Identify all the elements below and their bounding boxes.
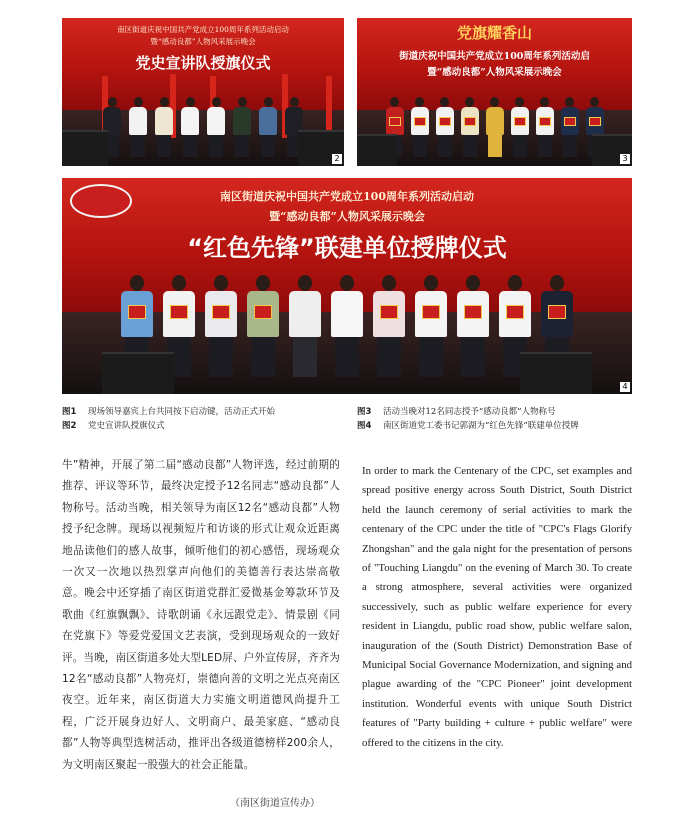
people-on-stage	[357, 97, 632, 157]
person	[181, 97, 199, 157]
captions-left	[62, 405, 352, 433]
person	[129, 97, 147, 157]
banner-subtitle-2: 暨“感动良都”人物风采展示晚会	[269, 210, 425, 223]
person	[259, 97, 277, 157]
caption-2	[62, 419, 352, 433]
caption-text: 活动当晚对12名同志授予“感动良都”人物称号	[383, 407, 556, 417]
person	[511, 97, 529, 157]
banner-title: “红色先锋”联建单位授牌仪式	[187, 234, 507, 262]
banner-top-title: 党旗耀香山	[456, 24, 532, 42]
person	[561, 97, 579, 157]
person	[411, 97, 429, 157]
caption-label: 图2	[62, 421, 77, 431]
person	[233, 97, 251, 157]
photo-2-flag-ceremony	[62, 18, 344, 166]
caption-3	[357, 405, 647, 419]
person	[373, 275, 405, 377]
caption-label: 图4	[357, 421, 372, 431]
photo-number: 2	[332, 154, 342, 164]
person	[415, 275, 447, 377]
photo-number: 4	[620, 382, 630, 392]
person	[207, 97, 225, 157]
banner-subtitle: 街道庆祝中国共产党成立100周年系列活动启	[399, 51, 590, 62]
stage-speaker	[62, 130, 108, 166]
caption-4	[357, 419, 647, 433]
caption-label: 图1	[62, 407, 77, 417]
captions-right	[357, 405, 647, 433]
chinese-article-text: 牛”精神，开展了第二届“感动良都”人物评选，经过前期的推荐、评议等环节，最终决定授予12名同志“感动良都”人物称号。活动当晚，相关领导为南区12名“感动良都”人物授予纪念牌。现场以视频短片和访谈的形式让观众近距离地品读他们的感人故事，倾听他们的初心感悟，现场观众一次又一次地以热烈掌声向他们的美德善行表达崇高敬意。晚会中还穿插了南区街道党群汇爱微基金筹款环节及歌曲《红旗飘飘》、诗歌朗诵《永远跟党走》、情景剧《同在党旗下》等爱党爱国文艺表演，受到现场观众的一致好评。当晚，南区街道多处大型LED屏、户外宣传屏，齐齐为12名“感动良都”人物亮灯，崇德向善的文明之光点亮南区夜空。近年来，南区街道大力实施文明道德风尚提升工程，广泛开展身边好人、文明商户、最美家庭、“感动良都”人物等典型选树活动，推评出各级道德榜样200余人，为文明南区聚起一股强大的社会正能量。	[62, 459, 340, 771]
person	[486, 97, 504, 157]
person	[155, 97, 173, 157]
person	[289, 275, 321, 377]
banner-subtitle: 南区街道庆祝中国共产党成立100周年系列活动启动	[117, 25, 289, 34]
person	[436, 97, 454, 157]
caption-text: 南区街道党工委书记郭湖为“红色先锋”联建单位授牌	[383, 421, 579, 431]
photo-number: 3	[620, 154, 630, 164]
caption-text: 党史宣讲队授旗仪式	[88, 421, 165, 431]
stage-speaker	[357, 134, 397, 166]
caption-label: 图3	[357, 407, 372, 417]
stage-speaker	[102, 352, 174, 394]
banner-subtitle: 南区街道庆祝中国共产党成立100周年系列活动启动	[220, 190, 474, 203]
photo-4-plaque-ceremony	[62, 178, 632, 394]
person	[457, 275, 489, 377]
english-article-text: In order to mark the Centenary of the CPC, set examples and spread positive energy across South District, South District held the launch ceremony of serial activities to mark the centenary of the CPC under the title of "CPC's Flags Glorify Zhongshan" and the gala night for the presentation of persons of "Touching Liangdu" on the evening of March 30. To create a strong atmosphere, several activities were organized successively, such as public welfare experience for every resident in Liangdu, public road show, public welfare salon, inauguration of the (South District) Demonstration Base of Municipal Social Governance Modernization, and signing and plague awarding of the "CPC Pioneer" joint development institution. Wonderful events with unique South District features of "Party building + culture + public welfare" were offered to the citizens in the city.	[362, 465, 632, 749]
banner-subtitle-2: 暨“感动良都”人物风采展示晚会	[150, 37, 256, 46]
person	[461, 97, 479, 157]
photo-3-award-ceremony	[357, 18, 632, 166]
caption-1	[62, 405, 352, 419]
person	[205, 275, 237, 377]
banner-title: 党史宣讲队授旗仪式	[135, 54, 271, 72]
article-credit: （南区街道宣传办）	[230, 798, 320, 809]
person	[536, 97, 554, 157]
person	[331, 275, 363, 377]
person	[247, 275, 279, 377]
caption-text: 现场领导嘉宾上台共同按下启动键，活动正式开始	[88, 407, 276, 417]
stage-speaker	[520, 352, 592, 394]
banner-subtitle-2: 暨“感动良都”人物风采展示晚会	[427, 67, 562, 78]
